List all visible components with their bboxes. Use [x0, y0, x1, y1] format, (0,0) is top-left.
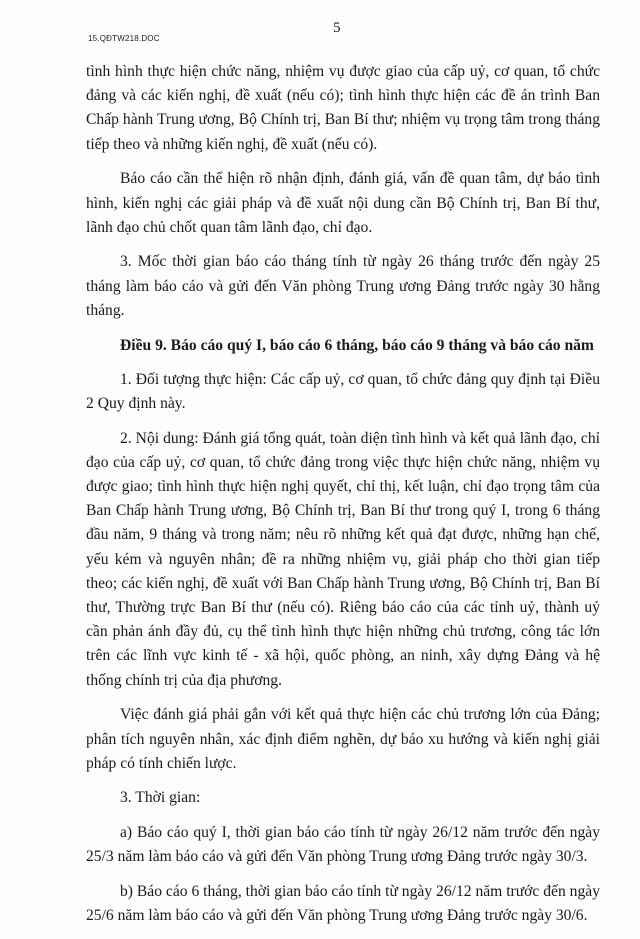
article-9-evaluation: Việc đánh giá phải gắn với kết quả thực hiện các chủ trương lớn của Đảng; phân tích nguyên nhân, xác định điểm nghẽn, dự báo xu hướng và kiến nghị giải pháp có tính chiến lược.: [86, 706, 600, 772]
article-9-item-3b: b) Báo cáo 6 tháng, thời gian báo cáo tính từ ngày 26/12 năm trước đến ngày 25/6 năm làm báo cáo và gửi đến Văn phòng Trung ương Đảng trước ngày 30/6.: [86, 883, 600, 925]
article-9-item-3a: a) Báo cáo quý I, thời gian báo cáo tính từ ngày 26/12 năm trước đến ngày 25/3 năm làm báo cáo và gửi đến Văn phòng Trung ương Đảng trước ngày 30/3.: [86, 824, 600, 866]
article-9-heading: Điều 9. Báo cáo quý I, báo cáo 6 tháng, báo cáo 9 tháng và báo cáo năm: [120, 336, 594, 354]
paragraph-item-3-monthly: 3. Mốc thời gian báo cáo tháng tính từ ngày 26 tháng trước đến ngày 25 tháng làm báo cáo và gửi đến Văn phòng Trung ương Đảng trước ngày 30 hằng tháng.: [86, 253, 600, 319]
page-number: 5: [333, 20, 341, 36]
document-id: 15.QĐTW218.DOC: [88, 34, 160, 43]
paragraph-report-requirements: Báo cáo cần thể hiện rõ nhận định, đánh giá, vấn đề quan tâm, dự báo tình hình, kiến nghị các giải pháp và đề xuất nội dung cần Bộ Chính trị, Ban Bí thư, lãnh đạo chủ chốt quan tâm lãnh đạo, chỉ đạo.: [86, 170, 600, 236]
article-9-item-3: 3. Thời gian:: [120, 789, 201, 807]
article-9-item-1: 1. Đối tượng thực hiện: Các cấp uỷ, cơ quan, tổ chức đảng quy định tại Điều 2 Quy định này.: [86, 370, 600, 412]
paragraph-continuation: tình hình thực hiện chức năng, nhiệm vụ được giao của cấp uỷ, cơ quan, tổ chức đảng và các kiến nghị, đề xuất (nếu có); tình hình thực hiện các đề án trình Ban Chấp hành Trung ương, Bộ Chính trị, Ban Bí thư; nhiệm vụ trọng tâm trong tháng tiếp theo và những kiến nghị, đề xuất (nếu có).: [86, 63, 600, 153]
document-body: [86, 60, 600, 939]
article-9-item-2: 2. Nội dung: Đánh giá tổng quát, toàn diện tình hình và kết quả lãnh đạo, chỉ đạo của cấp uỷ, cơ quan, tổ chức đảng trong việc thực hiện chức năng, nhiệm vụ được giao; tình hình thực hiện nghị quyết, chỉ thị, kết luận, chỉ đạo trọng tâm của Ban Chấp hành Trung ương, Bộ Chính trị, Ban Bí thư trong quý I, trong 6 tháng đầu năm, 9 tháng và trong năm; nêu rõ những kết quả đạt được, những hạn chế, yếu kém và nguyên nhân; đề ra những nhiệm vụ, giải pháp cho thời gian tiếp theo; các kiến nghị, đề xuất với Ban Chấp hành Trung ương, Bộ Chính trị, Ban Bí thư, Thường trực Ban Bí thư (nếu có). Riêng báo cáo của các tỉnh uỷ, thành uỷ cần phản ánh đầy đủ, cụ thể tình hình thực hiện những chủ trương, công tác lớn trên các lĩnh vực kinh tế - xã hội, quốc phòng, an ninh, xây dựng Đảng và hệ thống chính trị của địa phương.: [86, 429, 600, 689]
